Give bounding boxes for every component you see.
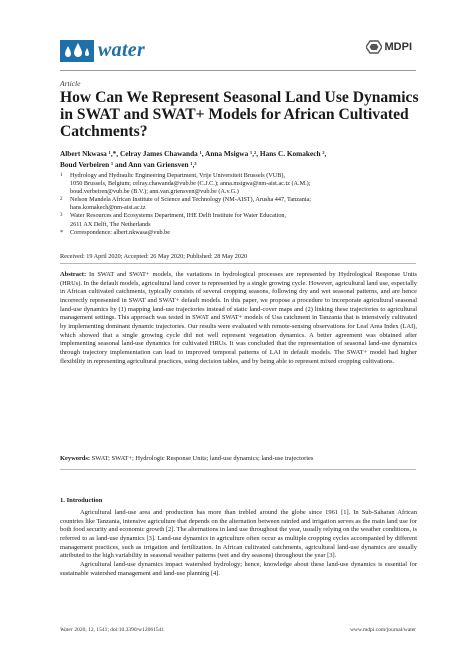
affiliation-line: boud.verbeiren@vub.be (B.V.); ann.van.griensven@vub.be (A.v.G.) — [70, 188, 239, 196]
affiliation-item — [60, 172, 420, 196]
keywords — [60, 455, 417, 464]
affiliation-number: 2 — [60, 197, 63, 203]
footer-journal: Water — [60, 627, 73, 633]
keywords-text: SWAT; SWAT+; Hydrologic Response Units; land-use dynamics; land-use trajectories — [91, 455, 314, 462]
footer-citation — [60, 627, 164, 633]
dates-divider — [60, 263, 416, 264]
affiliation-line: Nelson Mandela African Institute of Science and Technology (NM-AIST), Arusha 447, Tanzania; — [70, 196, 312, 204]
affiliation-line: hans.komakech@nm-aist.ac.tz — [70, 204, 146, 212]
correspondence — [60, 229, 420, 237]
affiliation-list — [60, 172, 420, 237]
publisher-logo — [366, 40, 413, 54]
correspondence-line: Correspondence: albert.nkwasa@vub.be — [70, 228, 171, 236]
body-paragraph: Agricultural land-use area and production has more than trebled around the globe since 1961 [1]. In Sub-Saharan African countries like Tanzania, intensive agriculture that depends on the alternation between rainfed and irrigation serves as the main land use for both food security and economic growth [2]. The alternations in land use throughout the year, usually relying on the weather conditions, is referred to as land-use dynamics [3]. Land-use dynamics in agriculture often occur as multiple cropping cycles accompanied by different management practices, such as irrigation and fertilization. In African cultivated catchments, agricultural land-use dynamics are usually attributed to the high variability in seasonal weather patterns (wet and dry seasons) throughout the year [3]. — [60, 509, 417, 560]
journal-name: water — [98, 39, 146, 61]
body-text — [60, 509, 417, 578]
water-drops-icon — [60, 40, 94, 62]
author-line: Albert Nkwasa ¹,*, Celray James Chawanda ¹, Anna Msigwa ¹,², Hans C. Komakech ², — [60, 149, 327, 158]
article-type: Article — [60, 79, 81, 88]
affiliation-line: 2611 AX Delft, The Netherlands — [70, 220, 151, 228]
paper-title: How Can We Represent Seasonal Land Use Dynamics in SWAT and SWAT+ Models for African Cultivated Catchments? — [60, 89, 419, 140]
affiliation-line: 1050 Brussels, Belgium; celray.chawanda@vub.be (C.J.C.); anna.msigwa@nm-aist.ac.tz (A.M.); — [70, 180, 311, 188]
author-line: Boud Verbeiren ¹ and Ann van Griensven ¹,³ — [60, 160, 197, 169]
keywords-label: Keywords: — [60, 455, 91, 462]
affiliation-item — [60, 212, 420, 228]
section-heading: 1. Introduction — [60, 497, 103, 504]
keywords-divider — [60, 469, 416, 470]
abstract-label: Abstract: — [60, 271, 87, 278]
body-paragraph: Agricultural land-use dynamics impact watershed hydrology; hence, knowledge about these land-use dynamics is essential for sustainable watershed management and land-use planning [4]. — [60, 560, 417, 577]
publisher-name: MDPI — [384, 41, 412, 53]
header-divider — [60, 70, 416, 71]
affiliation-number: 1 — [60, 173, 63, 178]
affiliation-number: * — [60, 228, 64, 236]
affiliation-number: 3 — [60, 213, 63, 219]
affiliation-line: Hydrology and Hydraulic Engineering Department, Vrije Universiteit Brussels (VUB), — [70, 172, 285, 179]
affiliation-item — [60, 196, 420, 212]
affiliation-line: Water Resources and Ecosystems Department, IHE Delft Institute for Water Education, — [70, 212, 287, 220]
abstract-text: In SWAT and SWAT+ models, the variations in hydrological processes are represented by Hydrological Response Units (HRUs). In the default models, agricultural land cover is represented by a single growing cycle. However, agricultural land use, especially in African cultivated catchments, typically consists of several cropping seasons, following dry and wet seasonal patterns, and are hence incorrectly represented in SWAT and SWAT+ default models. In this paper, we propose a procedure to incorporate agricultural seasonal land-use dynamics by (1) mapping land-use trajectories instead of static land-cover maps and (2) linking these trajectories to agricultural management settings. This approach was tested in SWAT and SWAT+ models of Usa catchment in Tanzania that is intensively cultivated by implementing dominant dynamic trajectories. Our results were evaluated with remote-sensing observations for Leaf Area Index (LAI), which showed that a single growing cycle did not well represent vegetation dynamics. A better agreement was obtained after implementing seasonal land-use dynamics for cultivated HRUs. It was concluded that the representation of seasonal land-use dynamics through trajectory implementation can lead to improved temporal patterns of LAI in default models. The SWAT+ model had higher flexibility in representing agricultural practices, using decision tables, and by being able to represent mixed cropping cultivations. — [60, 271, 418, 365]
footer-url[interactable]: www.mdpi.com/journal/water — [350, 627, 416, 633]
abstract — [60, 271, 417, 366]
author-list — [60, 148, 420, 170]
publication-dates: Received: 19 April 2020; Accepted: 26 May 2020; Published: 28 May 2020 — [60, 253, 248, 260]
footer-citation-text: 2020, 12, 1541; doi:10.3390/w12061541 — [74, 627, 165, 633]
mdpi-hex-icon — [366, 40, 382, 54]
page-footer — [60, 627, 416, 633]
